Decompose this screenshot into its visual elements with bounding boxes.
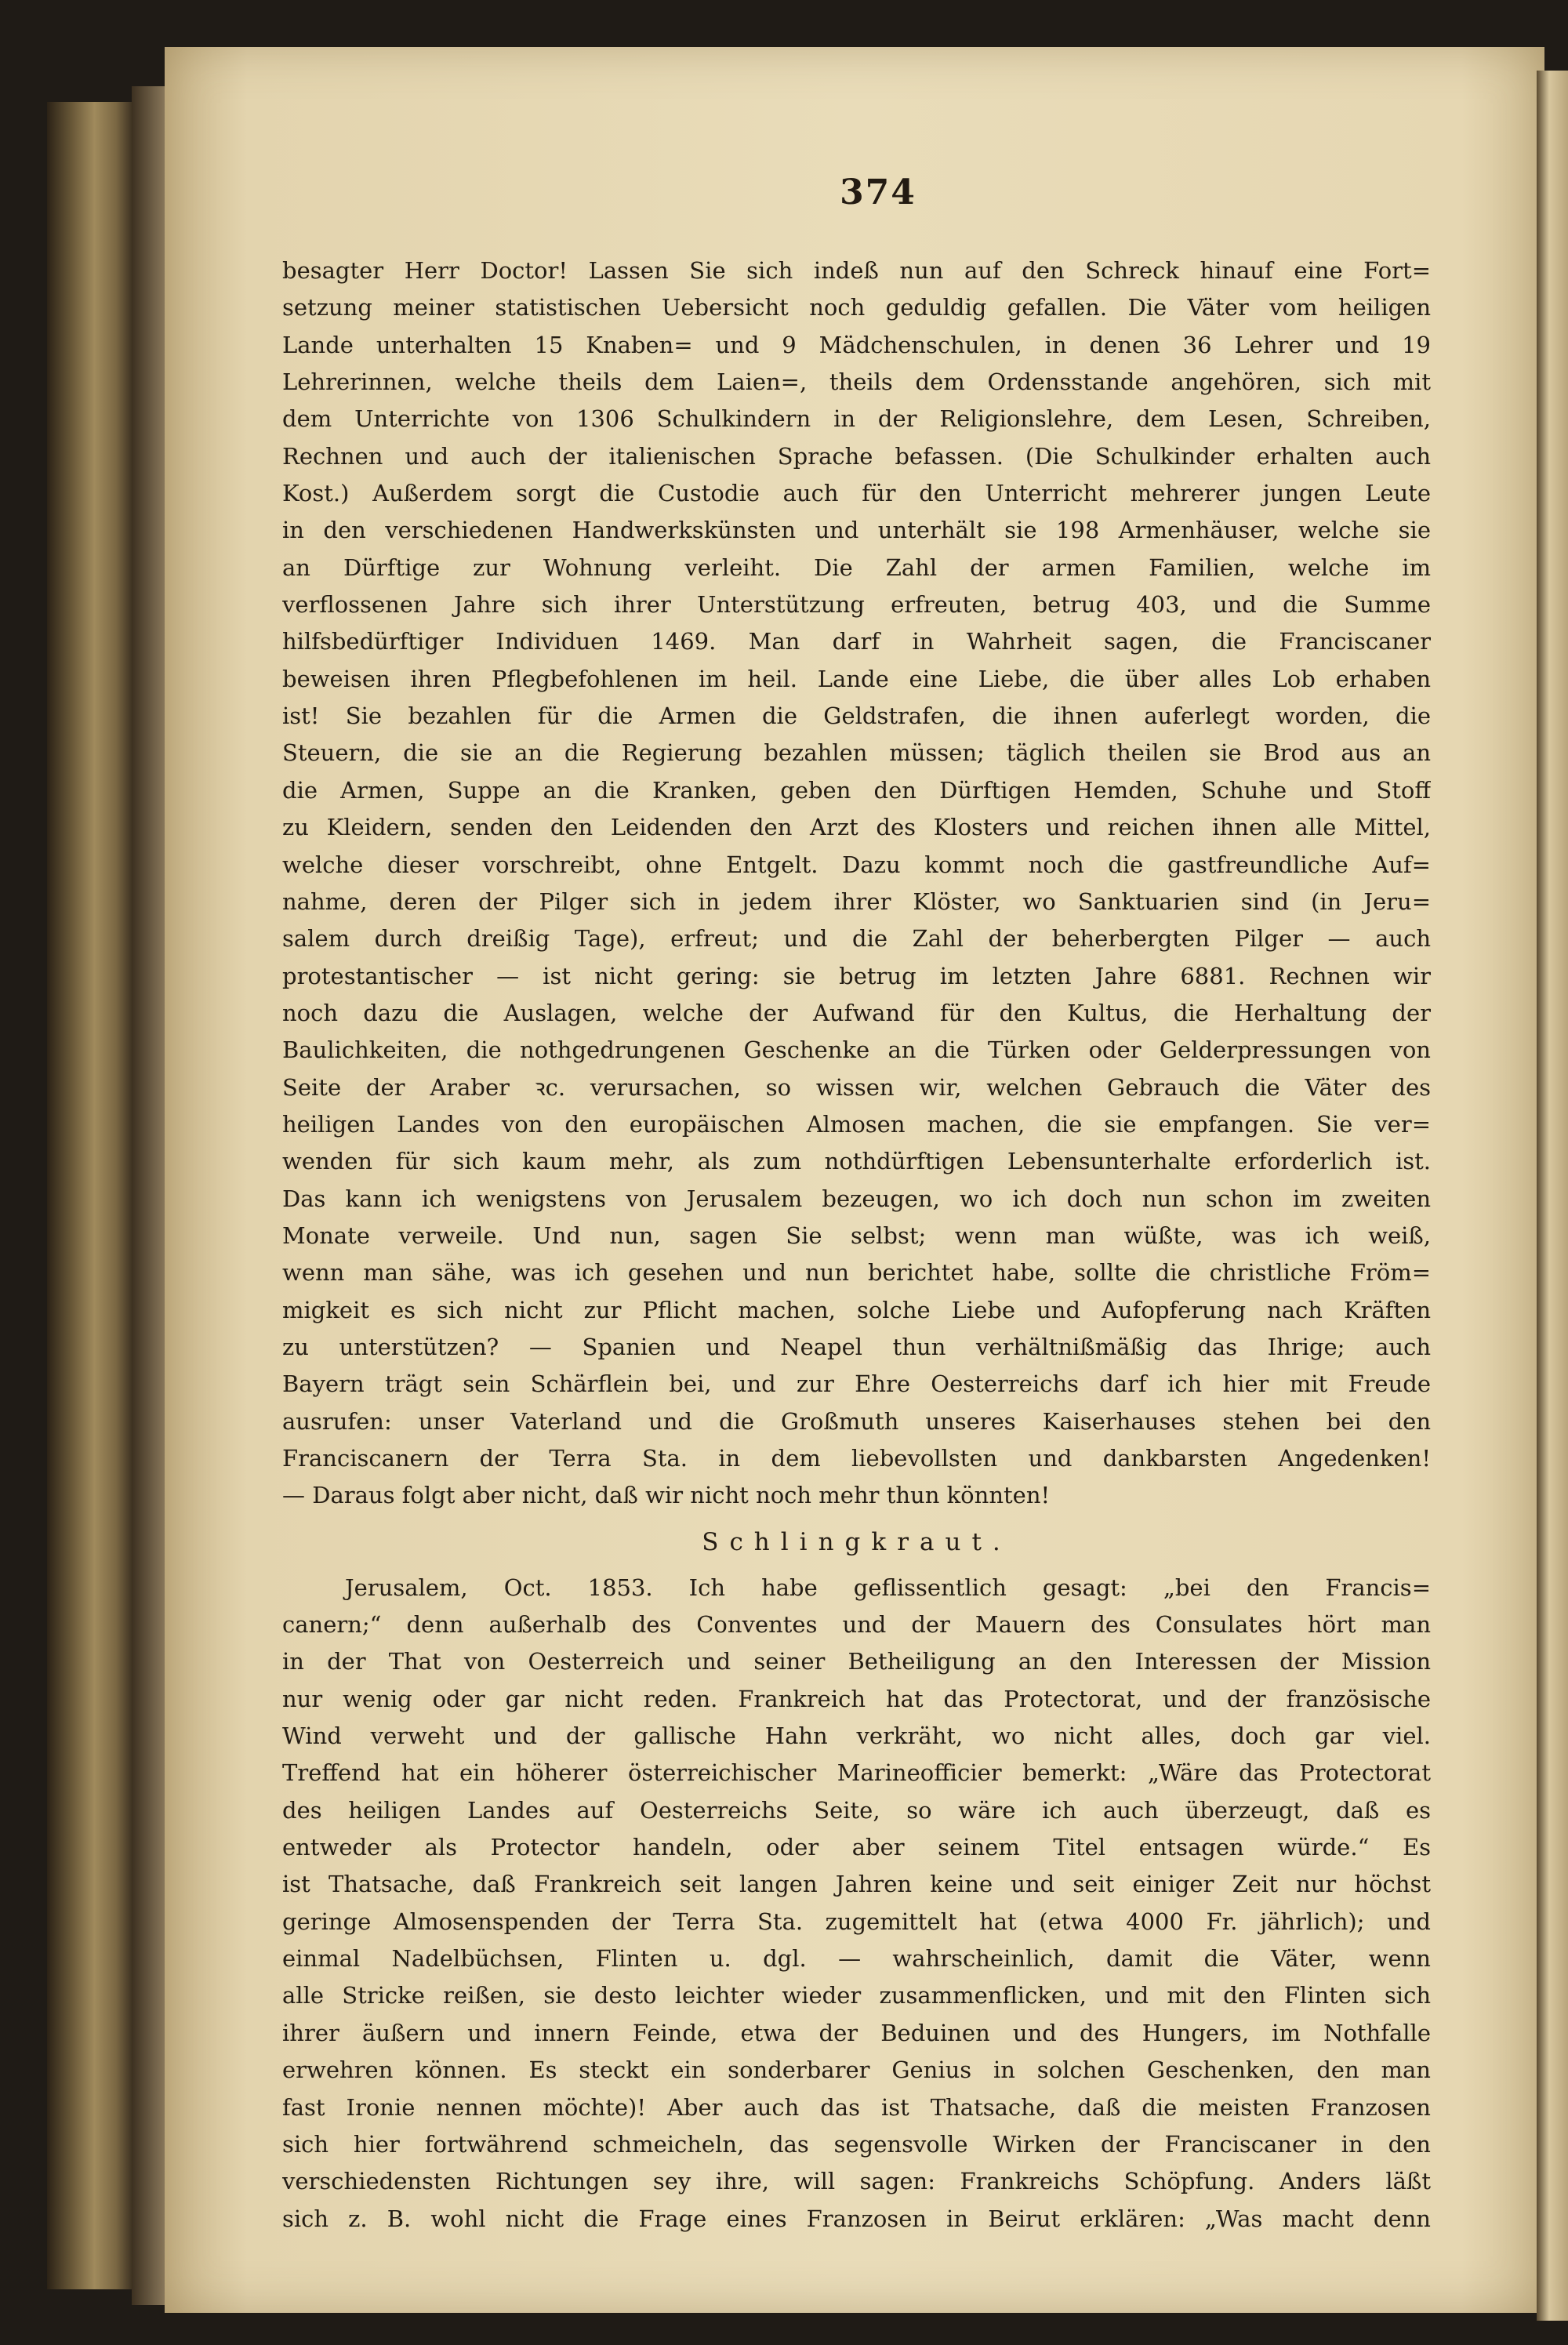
text-line: Lande unterhalten 15 Knaben= und 9 Mädchenschulen, in denen 36 Lehrer und 19 [282, 331, 1431, 358]
text-line: alle Stricke reißen, sie desto leichter wieder zusammenflicken, und mit den Flinten sich [282, 1982, 1431, 2009]
text-line: entweder als Protector handeln, oder aber seinem Titel entsagen würde.“ Es [282, 1834, 1431, 1861]
text-line: noch dazu die Auslagen, welche der Aufwand für den Kultus, die Herhaltung der [282, 999, 1431, 1026]
book-right-edge [1537, 71, 1568, 2321]
text-line: verflossenen Jahre sich ihrer Unterstützung erfreuten, betrug 403, und die Summe [282, 591, 1431, 619]
book-page-stack-edge [47, 102, 133, 2289]
text-line: Lehrerinnen, welche theils dem Laien=, theils dem Ordensstande angehören, sich mit [282, 368, 1431, 396]
text-line: fast Ironie nennen möchte)! Aber auch das ist Thatsache, daß die meisten Franzosen [282, 2093, 1431, 2121]
text-line: einmal Nadelbüchsen, Flinten u. dgl. — wahrscheinlich, damit die Väter, wenn [282, 1945, 1431, 1973]
text-line: Kost.) Außerdem sorgt die Custodie auch für den Unterricht mehrerer jungen Leute [282, 480, 1431, 507]
text-line: in den verschiedenen Handwerkskünsten und unterhält sie 198 Armenhäuser, welche sie [282, 517, 1431, 544]
text-line: sich hier fortwährend schmeicheln, das segensvolle Wirken der Franciscaner in den [282, 2130, 1431, 2158]
text-line: nahme, deren der Pilger sich in jedem ihrer Klöster, wo Sanktuarien sind (in Jeru= [282, 888, 1431, 915]
text-line: sich z. B. wohl nicht die Frage eines Franzosen in Beirut erklären: „Was macht denn [282, 2205, 1431, 2232]
text-line: protestantischer — ist nicht gering: sie betrug im letzten Jahre 6881. Rechnen wir [282, 962, 1431, 989]
text-line: ist Thatsache, daß Frankreich seit langen Jahren keine und seit einiger Zeit nur höchst [282, 1871, 1431, 1898]
text-line: wenn man sähe, was ich gesehen und nun berichtet habe, sollte die christliche Fröm= [282, 1259, 1431, 1287]
text-line: ausrufen: unser Vaterland und die Großmuth unseres Kaiserhauses stehen bei den [282, 1407, 1431, 1435]
page-text [282, 252, 1431, 2238]
text-line: zu unterstützen? — Spanien und Neapel thun verhältnißmäßig das Ihrige; auch [282, 1333, 1431, 1360]
text-line: nur wenig oder gar nicht reden. Frankreich hat das Protectorat, und der französische [282, 1685, 1431, 1712]
text-line: Baulichkeiten, die nothgedrungenen Geschenke an die Türken oder Gelderpressungen von [282, 1036, 1431, 1064]
text-line: in der That von Oesterreich und seiner Betheiligung an den Interessen der Mission [282, 1648, 1431, 1675]
text-line: verschiedensten Richtungen sey ihre, will sagen: Frankreichs Schöpfung. Anders läßt [282, 2168, 1431, 2195]
text-line: ihrer äußern und innern Feinde, etwa der Beduinen und des Hungers, im Nothfalle [282, 2019, 1431, 2046]
text-line: Jerusalem, Oct. 1853. Ich habe geflissentlich gesagt: „bei den Francis= [345, 1574, 1431, 1601]
text-line: salem durch dreißig Tage), erfreut; und die Zahl der beherbergten Pilger — auch [282, 925, 1431, 953]
text-line: Seite der Araber ꝛc. verursachen, so wissen wir, welchen Gebrauch die Väter des [282, 1073, 1431, 1101]
text-line: setzung meiner statistischen Uebersicht noch geduldig gefallen. Die Väter vom heiligen [282, 294, 1431, 321]
text-line: — Daraus folgt aber nicht, daß wir nicht noch mehr thun könnten! [282, 1482, 1051, 1509]
text-line: des heiligen Landes auf Oesterreichs Seite, so wäre ich auch überzeugt, daß es [282, 1796, 1431, 1824]
text-line: Franciscanern der Terra Sta. in dem liebevollsten und dankbarsten Angedenken! [282, 1445, 1431, 1472]
text-line: migkeit es sich nicht zur Pflicht machen, solche Liebe und Aufopferung nach Kräften [282, 1296, 1431, 1323]
text-line: besagter Herr Doctor! Lassen Sie sich indeß nun auf den Schreck hinauf eine Fort= [282, 257, 1431, 284]
paragraph-1 [282, 252, 1431, 1515]
text-line: ist! Sie bezahlen für die Armen die Geldstrafen, die ihnen auferlegt worden, die [282, 702, 1431, 730]
text-line: zu Kleidern, senden den Leidenden den Arzt des Klosters und reichen ihnen alle Mittel, [282, 814, 1431, 841]
text-line: Wind verweht und der gallische Hahn verkräht, wo nicht alles, doch gar viel. [282, 1722, 1431, 1750]
section-heading: Schlingkraut. [702, 1527, 1011, 1556]
text-line: erwehren können. Es steckt ein sonderbarer Genius in solchen Geschenken, den man [282, 2056, 1431, 2084]
text-line: canern;“ denn außerhalb des Conventes und der Mauern des Consulates hört man [282, 1611, 1431, 1639]
text-line: hilfsbedürftiger Individuen 1469. Man darf in Wahrheit sagen, die Franciscaner [282, 628, 1431, 655]
text-line: die Armen, Suppe an die Kranken, geben den Dürftigen Hemden, Schuhe und Stoff [282, 776, 1431, 804]
text-line: welche dieser vorschreibt, ohne Entgelt. Dazu kommt noch die gastfreundliche Auf= [282, 851, 1431, 878]
text-line: Steuern, die sie an die Regierung bezahlen müssen; täglich theilen sie Brod aus an [282, 739, 1431, 767]
text-line: Bayern trägt sein Schärflein bei, und zur Ehre Oesterreichs darf ich hier mit Freude [282, 1370, 1431, 1398]
paragraph-2 [282, 1570, 1431, 2238]
text-line: an Dürftige zur Wohnung verleiht. Die Zahl der armen Familien, welche im [282, 554, 1431, 581]
text-line: heiligen Landes von den europäischen Almosen machen, die sie empfangen. Sie ver= [282, 1110, 1431, 1138]
text-line: wenden für sich kaum mehr, als zum nothdürftigen Lebensunterhalte erforderlich ist. [282, 1148, 1431, 1175]
text-line: dem Unterrichte von 1306 Schulkindern in der Religionslehre, dem Lesen, Schreiben, [282, 405, 1431, 433]
text-line: geringe Almosenspenden der Terra Sta. zugemittelt hat (etwa 4000 Fr. jährlich); und [282, 1908, 1431, 1935]
page-number: 374 [840, 172, 916, 212]
text-line: Monate verweile. Und nun, sagen Sie selbst; wenn man wüßte, was ich weiß, [282, 1222, 1431, 1249]
text-line: Das kann ich wenigstens von Jerusalem bezeugen, wo ich doch nun schon im zweiten [282, 1185, 1431, 1212]
text-line: Treffend hat ein höherer österreichischer Marineofficier bemerkt: „Wäre das Protectorat [282, 1759, 1431, 1787]
text-line: beweisen ihren Pflegbefohlenen im heil. Lande eine Liebe, die über alles Lob erhaben [282, 665, 1431, 692]
text-line: Rechnen und auch der italienischen Sprache befassen. (Die Schulkinder erhalten auch [282, 442, 1431, 470]
